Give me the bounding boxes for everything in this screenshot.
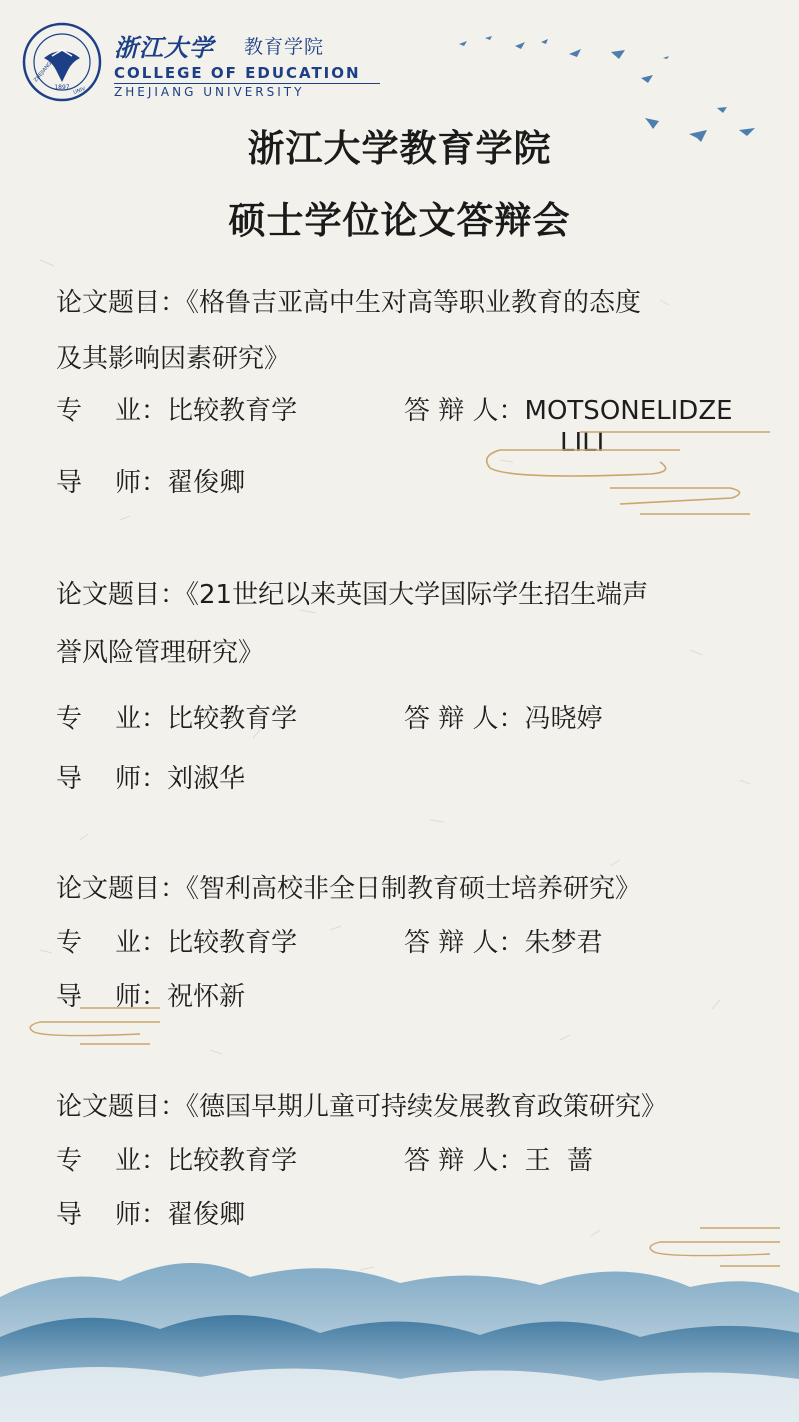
major-value: 比较教育学	[167, 928, 298, 958]
topic-title: 《德国早期儿童可持续发展教育政策研究》	[186, 1092, 668, 1122]
thesis-1-advisor	[56, 462, 245, 499]
defender-label: 答 辩 人：	[404, 704, 525, 734]
university-name-en: ZHEJIANG UNIVERSITY	[114, 85, 305, 99]
university-seal-logo	[22, 22, 102, 102]
major-label: 专 业：	[56, 396, 168, 426]
topic-label: 论文题目：	[56, 580, 187, 610]
thesis-4-topic	[56, 1086, 667, 1123]
advisor-value: 祝怀新	[167, 982, 246, 1012]
topic-label: 论文题目：	[56, 874, 187, 904]
college-header	[22, 22, 382, 102]
defender-value: MOTSONELIDZE	[524, 396, 733, 426]
thesis-2-topic-cont: 誉风险管理研究》	[56, 638, 265, 668]
college-name-cn: 教育学院	[244, 36, 325, 58]
page-title-line1: 浙江大学教育学院	[247, 126, 552, 170]
thesis-2-topic	[56, 574, 648, 611]
advisor-value: 翟俊卿	[167, 468, 246, 498]
thesis-1-topic	[56, 282, 641, 319]
defender-value: 朱梦君	[524, 928, 603, 958]
major-label: 专 业：	[56, 928, 168, 958]
advisor-label: 导 师：	[56, 1200, 168, 1230]
defender-value: 王 蔷	[524, 1146, 594, 1176]
major-value: 比较教育学	[167, 1146, 298, 1176]
university-name-cn: 浙江大学	[114, 33, 214, 62]
college-name-en: COLLEGE OF EDUCATION	[114, 64, 361, 82]
advisor-value: 刘淑华	[167, 764, 246, 794]
gold-swirl-decoration	[470, 428, 780, 520]
thesis-4-advisor	[56, 1194, 245, 1231]
header-divider	[114, 83, 380, 84]
topic-title: 《格鲁吉亚高中生对高等职业教育的态度	[186, 288, 642, 318]
defender-value-cont: LILI	[560, 428, 605, 458]
defender-label: 答 辩 人：	[404, 396, 525, 426]
topic-title: 《21世纪以来英国大学国际学生招生端声	[186, 580, 649, 610]
ink-mountains-decoration	[0, 1237, 799, 1422]
defender-label: 答 辩 人：	[404, 928, 525, 958]
advisor-label: 导 师：	[56, 468, 168, 498]
topic-title: 《智利高校非全日制教育硕士培养研究》	[186, 874, 642, 904]
advisor-value: 翟俊卿	[167, 1200, 246, 1230]
topic-label: 论文题目：	[56, 288, 187, 318]
major-value: 比较教育学	[167, 396, 298, 426]
defender-value: 冯晓婷	[524, 704, 603, 734]
advisor-label: 导 师：	[56, 982, 168, 1012]
defender-label: 答 辩 人：	[404, 1146, 525, 1176]
svg-text:ZHEJIANG: ZHEJIANG	[32, 60, 54, 84]
advisor-label: 导 师：	[56, 764, 168, 794]
svg-text:UNIV: UNIV	[72, 86, 87, 96]
major-label: 专 业：	[56, 1146, 168, 1176]
thesis-3-advisor	[56, 976, 245, 1013]
topic-label: 论文题目：	[56, 1092, 187, 1122]
thesis-3-topic	[56, 868, 641, 905]
page-title-line2: 硕士学位论文答辩会	[228, 198, 571, 242]
major-label: 专 业：	[56, 704, 168, 734]
major-value: 比较教育学	[167, 704, 298, 734]
svg-text:1897: 1897	[54, 84, 70, 91]
thesis-1-topic-cont: 及其影响因素研究》	[56, 344, 291, 374]
thesis-2-advisor	[56, 758, 245, 795]
